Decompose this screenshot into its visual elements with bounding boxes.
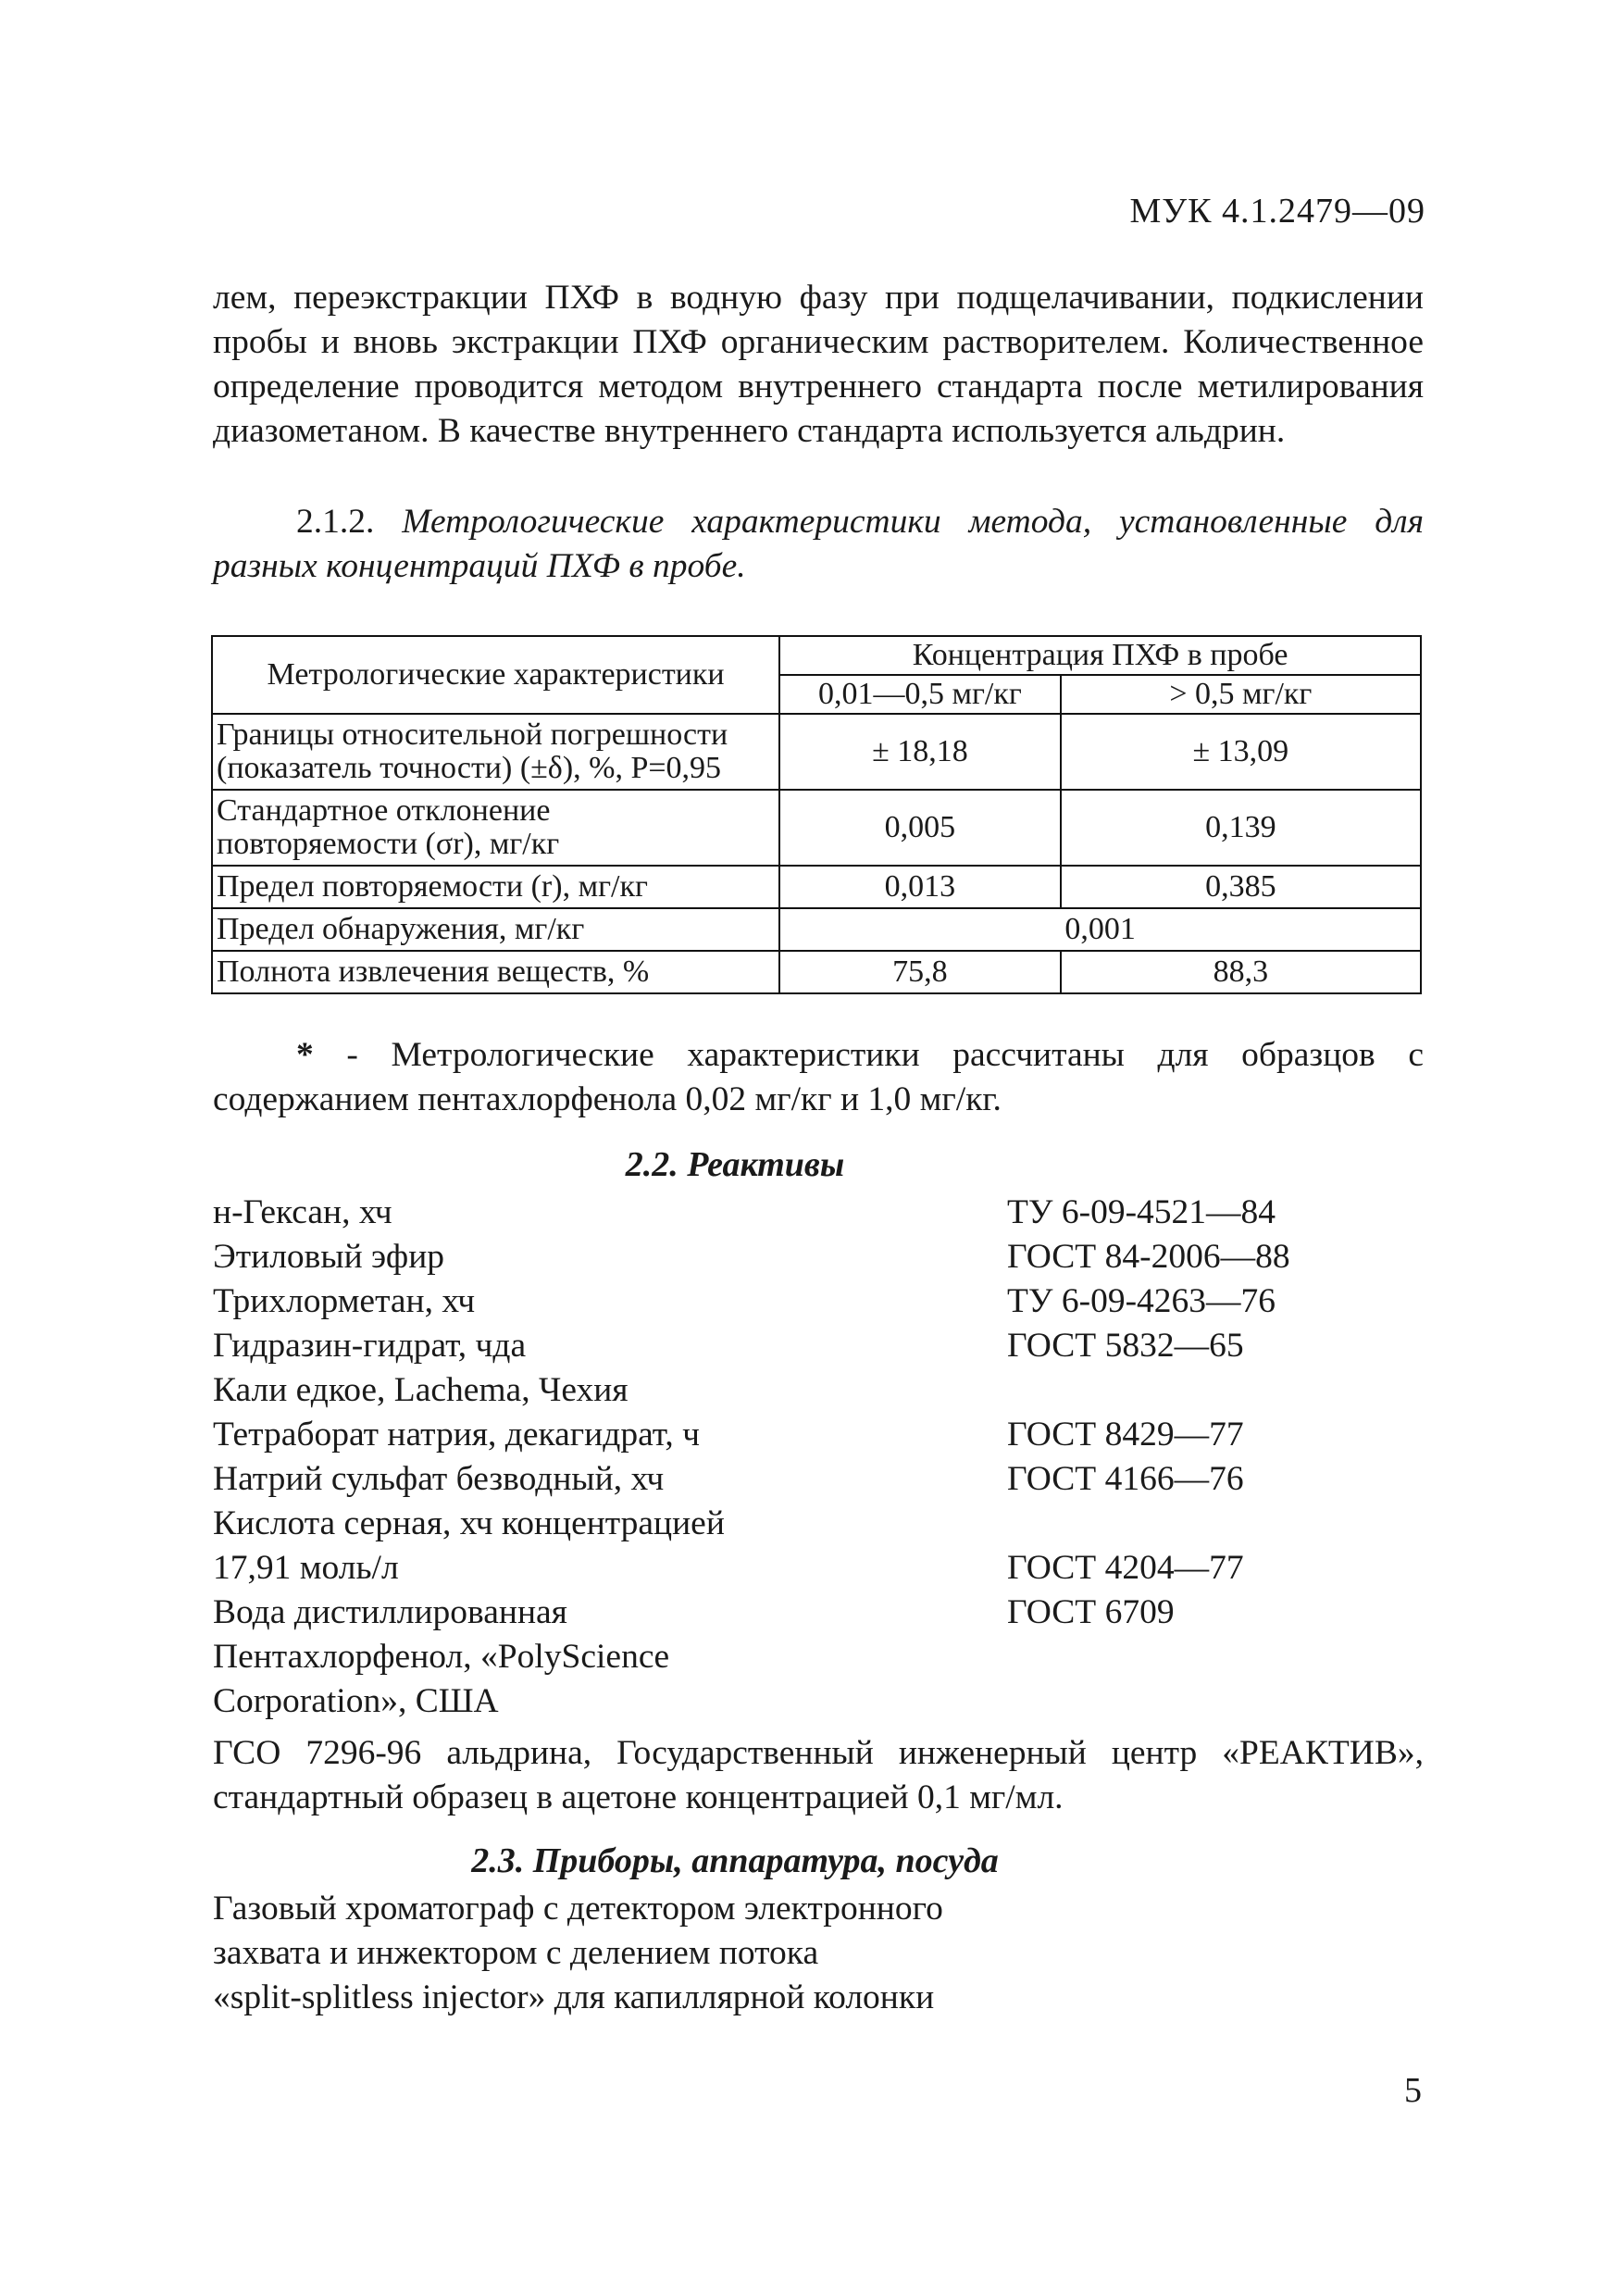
cell-value: 0,005 [779, 790, 1061, 866]
intro-paragraph: лем, переэкстракции ПХФ в водную фазу при подщелачивании, подкислении пробы и вновь экстракции ПХФ органическим растворителем. Количественное определение проводится методом внутреннего стандарта после метилирования диазометаном. В качестве внутреннего стандарта используется альдрин. [213, 279, 1424, 450]
reagent-name: Трихлорметан, хч [213, 1282, 476, 1320]
reagent-name: н-Гексан, хч [213, 1193, 392, 1231]
table-row [212, 790, 1421, 866]
reagent-standard: ГОСТ 4204—77 [1007, 1549, 1244, 1587]
header-concentration: Концентрация ПХФ в пробе [779, 636, 1421, 675]
footnote-text: - Метрологические характеристики рассчитаны для образцов с содержанием пентахлорфенола 0,02 мг/кг и 1,0 мг/кг. [213, 1036, 1424, 1118]
footnote [213, 1033, 1424, 1122]
row-label-line: повторяемости (σr), мг/кг [217, 827, 560, 861]
section-title: Метрологические характеристики метода, установленные для разных концентраций ПХФ в пробе. [213, 503, 1425, 585]
device-line: захвата и инжектором с делением потока [213, 1934, 819, 1972]
cell-value: 75,8 [779, 951, 1061, 993]
section-2-3-title: 2.3. Приборы, аппаратура, посуда [471, 1841, 999, 1880]
reagent-standard: ГОСТ 8429—77 [1007, 1416, 1244, 1454]
reagent-name: Тетраборат натрия, декагидрат, ч [213, 1416, 700, 1454]
row-label: Полнота извлечения веществ, % [212, 951, 779, 993]
reagent-name: Corporation», США [213, 1682, 499, 1720]
table-row [212, 866, 1421, 908]
section-number: 2.1.2. [296, 503, 375, 541]
reagent-name: Вода дистиллированная [213, 1593, 567, 1631]
reagent-standard: ГОСТ 6709 [1007, 1593, 1175, 1631]
row-label: Предел повторяемости (r), мг/кг [212, 866, 779, 908]
row-label-line: Границы относительной погрешности [217, 718, 728, 752]
device-line: Газовый хроматограф с детектором электронного [213, 1890, 943, 1928]
row-label-line: Стандартное отклонение [217, 793, 551, 828]
header-range-high: > 0,5 мг/кг [1061, 675, 1421, 714]
cell-value: ± 18,18 [779, 714, 1061, 790]
cell-value-merged: 0,001 [779, 908, 1421, 951]
cell-value: 0,013 [779, 866, 1061, 908]
header-characteristics: Метрологические характеристики [212, 636, 779, 714]
cell-value: 0,139 [1061, 790, 1421, 866]
reagent-name: 17,91 моль/л [213, 1549, 399, 1587]
row-label-line: (показатель точности) (±δ), %, P=0,95 [217, 751, 722, 785]
row-label [212, 714, 779, 790]
table-row [212, 951, 1421, 993]
cell-value: 88,3 [1061, 951, 1421, 993]
gso-paragraph: ГСО 7296-96 альдрина, Государственный инженерный центр «РЕАКТИВ», стандартный образец в ацетоне концентрацией 0,1 мг/мл. [213, 1734, 1424, 1816]
reagent-name: Натрий сульфат безводный, хч [213, 1460, 665, 1498]
footnote-marker: * [296, 1036, 314, 1074]
row-label [212, 790, 779, 866]
row-label: Предел обнаружения, мг/кг [212, 908, 779, 951]
cell-value: 0,385 [1061, 866, 1421, 908]
reagent-name: Этиловый эфир [213, 1238, 445, 1276]
cell-value: ± 13,09 [1061, 714, 1421, 790]
table-row [212, 908, 1421, 951]
device-line: «split-splitless injector» для капиллярной колонки [213, 1978, 935, 2016]
reagent-name: Кислота серная, хч концентрацией [213, 1504, 725, 1542]
reagent-standard: ГОСТ 4166—76 [1007, 1460, 1244, 1498]
section-2-2-title: 2.2. Реактивы [625, 1145, 845, 1184]
reagent-name: Гидразин-гидрат, чда [213, 1327, 527, 1365]
table-row [212, 714, 1421, 790]
reagent-name: Пентахлорфенол, «PolyScience [213, 1638, 670, 1676]
document-id: МУК 4.1.2479—09 [1129, 192, 1425, 231]
section-2-1-2 [213, 500, 1424, 589]
metrology-table [211, 635, 1422, 994]
reagent-standard: ГОСТ 84-2006—88 [1007, 1238, 1290, 1276]
reagent-standard: ТУ 6-09-4521—84 [1007, 1193, 1276, 1231]
reagent-standard: ГОСТ 5832—65 [1007, 1327, 1244, 1365]
reagent-standard: ТУ 6-09-4263—76 [1007, 1282, 1276, 1320]
reagent-name: Кали едкое, Lachema, Чехия [213, 1371, 629, 1409]
page-number: 5 [1404, 2071, 1422, 2110]
header-range-low: 0,01—0,5 мг/кг [779, 675, 1061, 714]
